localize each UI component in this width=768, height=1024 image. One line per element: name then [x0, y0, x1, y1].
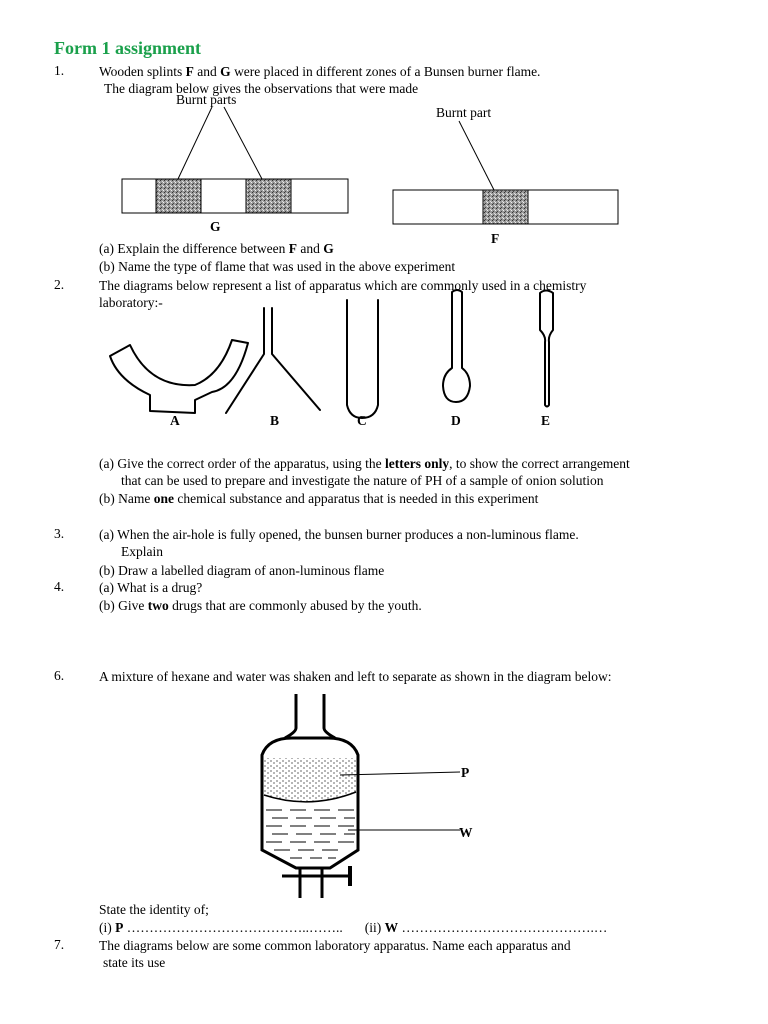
splint-f-label: F: [491, 231, 500, 246]
q4-number: 4.: [54, 579, 65, 594]
q1-text-line2: The diagram below gives the observations that were made: [104, 81, 419, 96]
funnel-label-p: P: [461, 765, 470, 780]
apparatus-label-a: A: [170, 413, 180, 428]
q6-state: State the identity of;: [99, 902, 209, 917]
q1-number: 1.: [54, 63, 65, 78]
q2-part-a-line2: that can be used to prepare and investigate the nature of PH of a sample of onion solution: [121, 473, 604, 488]
hexane-layer-p: [264, 758, 356, 802]
funnel-label-w: W: [459, 825, 473, 840]
burnt-parts-label: Burnt parts: [176, 92, 237, 107]
q3-part-a-line2: Explain: [121, 544, 163, 559]
splint-g-burnt-1: [156, 179, 201, 213]
q7-number: 7.: [54, 937, 65, 952]
q6-answer-line: (i) P …………………………………..…….. (ii) W …………………………………….…: [99, 920, 608, 935]
page-title: Form 1 assignment: [54, 38, 201, 58]
q2-part-b: (b) Name one chemical substance and apparatus that is needed in this experiment: [99, 491, 539, 506]
q6-text: A mixture of hexane and water was shaken and left to separate as shown in the diagram below:: [99, 669, 612, 684]
apparatus-label-b: B: [270, 413, 280, 428]
apparatus-label-e: E: [541, 413, 551, 428]
q7-text: The diagrams below are some common laboratory apparatus. Name each apparatus and: [99, 938, 571, 953]
burnt-part-label: Burnt part: [436, 105, 492, 120]
splint-g-burnt-2: [246, 179, 291, 213]
q2-apparatus-sketches: [110, 290, 553, 418]
q3-part-a: (a) When the air-hole is fully opened, the bunsen burner produces a non-luminous flame.: [99, 527, 579, 542]
q7-text-line2: state its use: [103, 955, 166, 970]
q6-number: 6.: [54, 668, 65, 683]
q2-text-line2: laboratory:-: [99, 295, 163, 310]
q2-part-a: (a) Give the correct order of the apparatus, using the letters only, to show the correct arrangement: [99, 456, 630, 471]
q1-text: Wooden splints F and G were placed in different zones of a Bunsen burner flame.: [99, 64, 541, 79]
q4-part-b: (b) Give two drugs that are commonly abused by the youth.: [99, 598, 422, 613]
q4-part-a: (a) What is a drug?: [99, 580, 203, 595]
apparatus-label-d: D: [451, 413, 461, 428]
splint-f-burnt: [483, 190, 528, 224]
apparatus-a-evaporating-dish: [110, 340, 248, 413]
apparatus-e-dropper: [540, 291, 553, 407]
apparatus-c-test-tube: [347, 300, 378, 418]
q1-part-a: (a) Explain the difference between F and G: [99, 241, 334, 256]
splint-g-label: G: [210, 219, 221, 234]
q3-number: 3.: [54, 526, 65, 541]
apparatus-b-funnel: [226, 308, 320, 413]
q6-separating-funnel: [258, 690, 464, 900]
q1-part-b: (b) Name the type of flame that was used in the above experiment: [99, 259, 456, 274]
apparatus-d-spoon: [443, 290, 470, 402]
q2-text: The diagrams below represent a list of apparatus which are commonly used in a chemistry: [99, 278, 587, 293]
q2-number: 2.: [54, 277, 65, 292]
apparatus-label-c: C: [357, 413, 367, 428]
q3-part-b: (b) Draw a labelled diagram of anon-luminous flame: [99, 563, 385, 578]
